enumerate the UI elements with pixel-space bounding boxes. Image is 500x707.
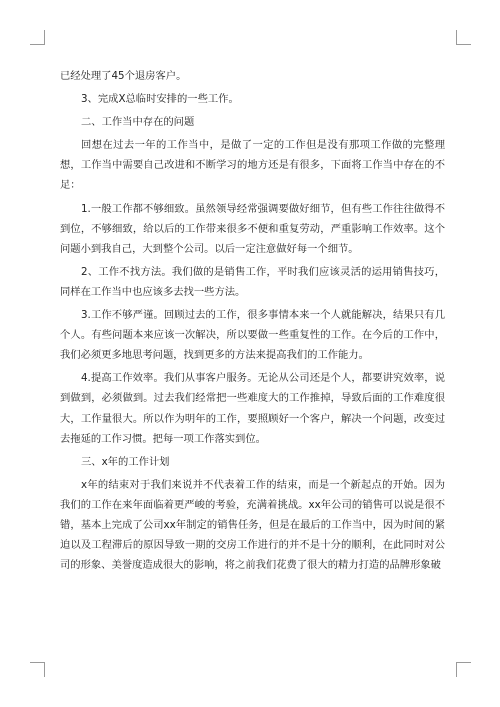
section-heading: 三、x年的工作计划 bbox=[81, 455, 170, 468]
crop-mark-top-right bbox=[456, 30, 471, 45]
paragraph: x年的结束对于我们来说并不代表着工作的结束，而是一个新起点的开始。因为我们的工作在来年面临着更严峻的考验，充满着挑战。xx年公司的销售可以说是很不错，基本上完成了公司xx年制定的销售任务，但是在最后的工作当中，因为时间的紧迫以及工程滞后的原因导致一期的交房工作进行的并不是十分的顺利，在此同时对公司的形象、美誉度造成很大的影响，将之前我们花费了很大的精力打造的品牌形象破 bbox=[60, 478, 445, 572]
paragraph: 已经处理了45个退房客户。 bbox=[60, 70, 187, 82]
crop-mark-bottom-right bbox=[456, 662, 471, 677]
paragraph: 4.提高工作效率。我们从事客户服务。无论从公司还是个人，都要讲究效率，说到做到，必须做到。过去我们经常把一些难度大的工作推掉，导致后面的工作难度很大，工作量很大。所以作为明年的工作，要照顾好一个客户，解决一个问题，改变过去拖延的工作习惯。把每一项工作落实到位。 bbox=[60, 372, 445, 445]
section-heading: 二、工作当中存在的问题 bbox=[81, 116, 195, 129]
paragraph: 3、完成X总临时安排的一些工作。 bbox=[81, 93, 239, 106]
crop-mark-top-left bbox=[30, 30, 45, 45]
crop-mark-bottom-left bbox=[30, 662, 45, 677]
paragraph: 2、工作不找方法。我们做的是销售工作，平时我们应该灵活的运用销售技巧，同样在工作当中也应该多去找一些方法。 bbox=[60, 265, 445, 298]
paragraph: 3.工作不够严谨。回顾过去的工作，很多事情本来一个人就能解决，结果只有几个人。有些问题本来应该一次解决，所以要做一些重复性的工作。在今后的工作中，我们必须更多地思考问题，找到更多的方法来提高我们的工作能力。 bbox=[60, 309, 445, 362]
paragraph: 回想在过去一年的工作当中，是做了一定的工作但是没有那项工作做的完整理想，工作当中需要自己改进和不断学习的地方还是有很多，下面将工作当中存在的不足： bbox=[60, 139, 445, 192]
document-body bbox=[60, 66, 445, 575]
paragraph: 1.一般工作都不够细致。虽然领导经常强调要做好细节，但有些工作往往做得不到位，不够细致，给以后的工作带来很多不便和重复劳动，严重影响工作效率。这个问题小到我自己，大到整个公司。以后一定注意做好每一个细节。 bbox=[60, 202, 445, 255]
